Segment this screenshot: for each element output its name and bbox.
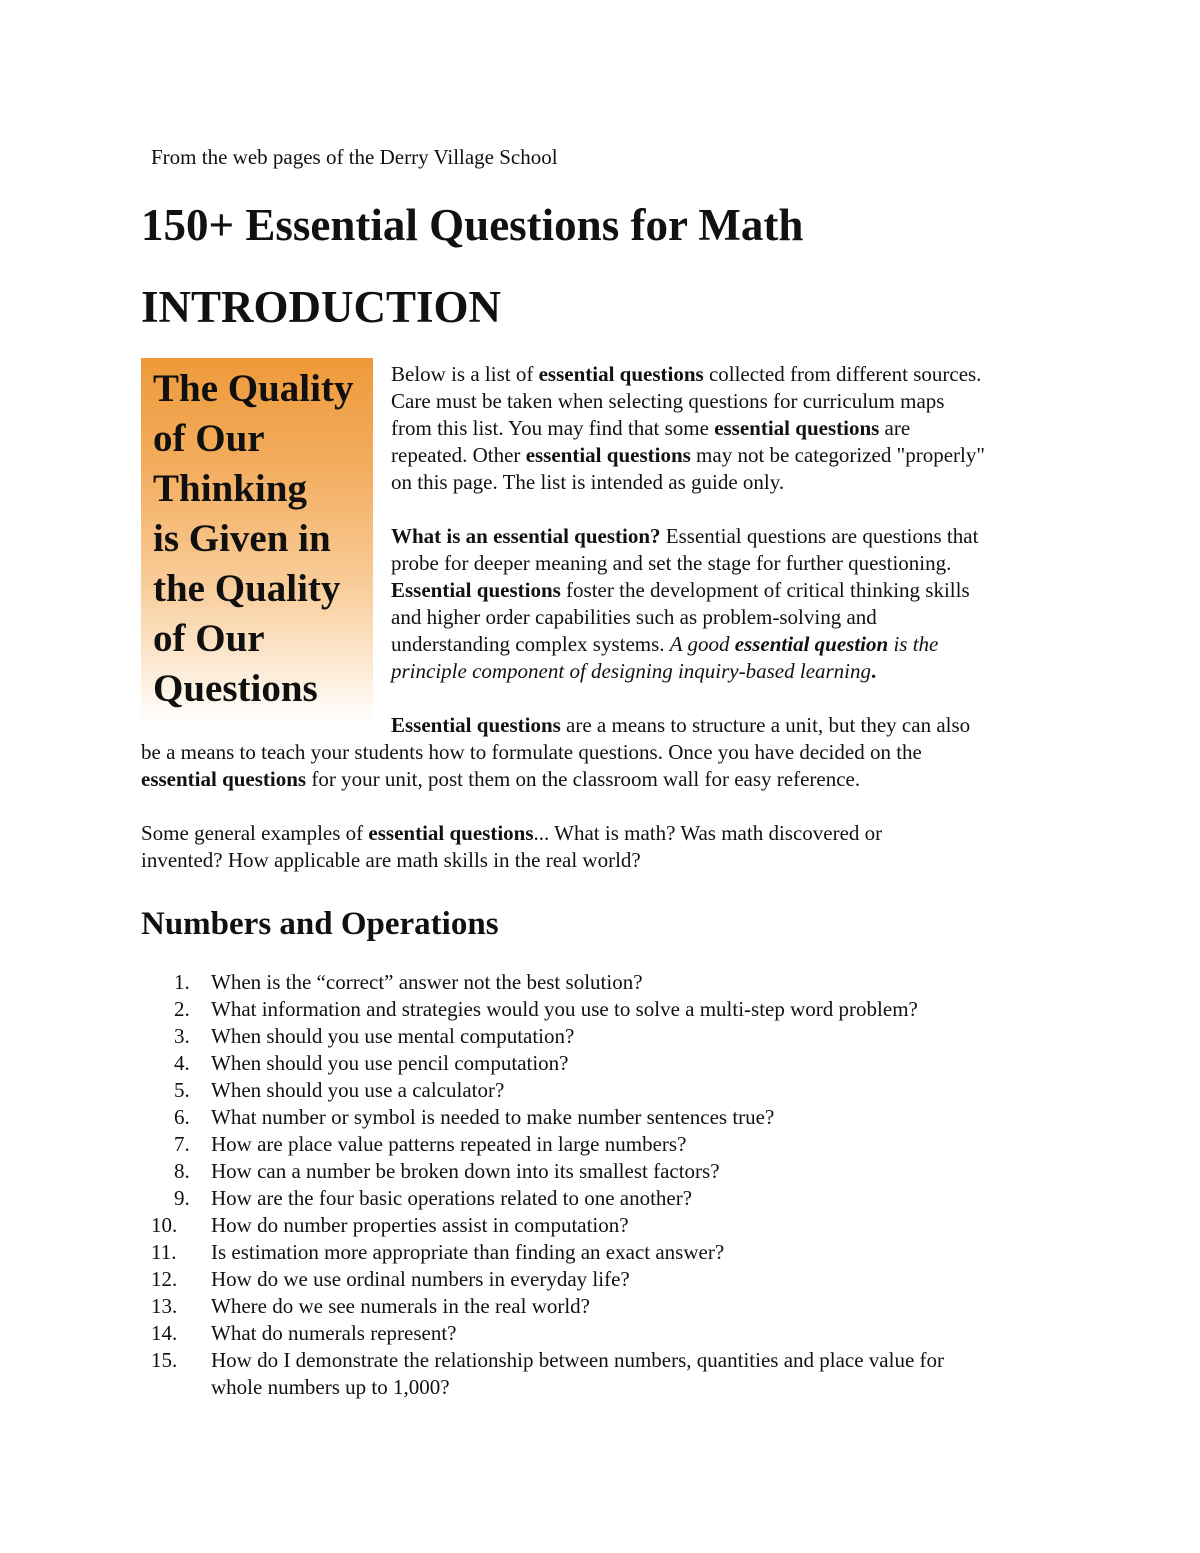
question-text: How are the four basic operations related to one another? [211, 1186, 693, 1210]
list-item [141, 1320, 944, 1347]
quote-line: is Given in [153, 517, 331, 560]
quote-line: of Our [153, 417, 265, 460]
bold-term: essential questions [368, 821, 534, 845]
text-run: understanding complex systems. [391, 632, 670, 656]
text-run: Some general examples of [141, 821, 369, 845]
list-item [141, 1347, 944, 1401]
list-number: 9. [174, 1186, 190, 1210]
quote-image [141, 358, 373, 723]
text-run: for your unit, post them on the classroom wall for easy reference. [306, 767, 861, 791]
text-run: repeated. Other [391, 443, 526, 467]
text-run: from this list. You may find that some [391, 416, 715, 440]
question-text: When is the “correct” answer not the best solution? [211, 970, 643, 994]
question-text: When should you use pencil computation? [211, 1051, 569, 1075]
text-run: . [871, 659, 877, 683]
intro-paragraph-1 [391, 361, 985, 496]
list-item [141, 1104, 944, 1131]
list-item [141, 1185, 944, 1212]
quote-line: of Our [153, 617, 265, 660]
text-run: Essential questions are questions that [660, 524, 979, 548]
list-item [141, 1293, 944, 1320]
list-item [141, 1212, 944, 1239]
quote-line: Thinking [153, 467, 307, 510]
bold-term: Essential questions [391, 713, 561, 737]
question-text: How are place value patterns repeated in large numbers? [211, 1132, 687, 1156]
bold-italic-term: essential question [734, 632, 889, 656]
text-line: invented? How applicable are math skills in the real world? [141, 848, 641, 872]
text-run: are [879, 416, 911, 440]
question-text: Where do we see numerals in the real world? [211, 1294, 591, 1318]
list-number: 6. [174, 1105, 190, 1129]
question-text: Is estimation more appropriate than finding an exact answer? [211, 1240, 725, 1264]
question-text: How can a number be broken down into its smallest factors? [211, 1159, 720, 1183]
list-number: 13. [151, 1294, 178, 1318]
list-number: 4. [174, 1051, 190, 1075]
text-line: probe for deeper meaning and set the stage for further questioning. [391, 551, 952, 575]
list-item [141, 1077, 944, 1104]
question-text: What number or symbol is needed to make number sentences true? [211, 1105, 775, 1129]
bold-term: What is an essential question? [391, 524, 661, 548]
text-run: may not be categorized "properly" [690, 443, 985, 467]
question-text: What do numerals represent? [211, 1321, 457, 1345]
intro-heading: INTRODUCTION [141, 282, 502, 332]
bold-term: essential questions [714, 416, 880, 440]
question-text: How do we use ordinal numbers in everyday life? [211, 1267, 630, 1291]
list-number: 2. [174, 997, 190, 1021]
question-text: How do I demonstrate the relationship between numbers, quantities and place value for [211, 1348, 945, 1372]
list-number: 10. [151, 1213, 178, 1237]
bold-term: essential questions [141, 767, 307, 791]
text-line: and higher order capabilities such as problem-solving and [391, 605, 877, 629]
question-list [141, 969, 944, 1401]
list-number: 15. [151, 1348, 178, 1372]
italic-run: is the [888, 632, 939, 656]
list-item [141, 969, 944, 996]
question-text: How do number properties assist in computation? [211, 1213, 629, 1237]
list-number: 5. [174, 1078, 190, 1102]
quote-line: The Quality [153, 367, 354, 410]
list-number: 12. [151, 1267, 178, 1291]
quote-line: the Quality [153, 567, 341, 610]
bold-term: essential questions [525, 443, 691, 467]
list-item [141, 1131, 944, 1158]
list-number: 14. [151, 1321, 178, 1345]
list-item [141, 1158, 944, 1185]
list-number: 7. [174, 1132, 190, 1156]
list-item [141, 1239, 944, 1266]
question-text: When should you use a calculator? [211, 1078, 505, 1102]
text-run: ... What is math? Was math discovered or [533, 821, 883, 845]
question-text: When should you use mental computation? [211, 1024, 575, 1048]
text-line: on this page. The list is intended as guide only. [391, 470, 785, 494]
list-number: 11. [151, 1240, 177, 1264]
list-number: 3. [174, 1024, 190, 1048]
intro-paragraph-2 [391, 523, 978, 685]
list-item [141, 996, 944, 1023]
intro-paragraph-3 [391, 712, 970, 739]
list-number: 1. [174, 970, 190, 994]
section-heading-numbers-operations: Numbers and Operations [141, 906, 499, 942]
question-text: What information and strategies would you use to solve a multi-step word problem? [211, 997, 918, 1021]
intro-paragraph-4 [141, 820, 882, 874]
text-line: be a means to teach your students how to formulate questions. Once you have decided on the [141, 740, 922, 764]
source-note: From the web pages of the Derry Village School [151, 145, 558, 169]
text-run: are a means to structure a unit, but they can also [560, 713, 971, 737]
italic-run: A good [669, 632, 735, 656]
text-run: Below is a list of [391, 362, 539, 386]
list-number: 8. [174, 1159, 190, 1183]
italic-run: principle component of designing inquiry-based learning [391, 659, 872, 683]
bold-term: Essential questions [391, 578, 561, 602]
list-item [141, 1023, 944, 1050]
text-run: collected from different sources. [703, 362, 982, 386]
quote-line: Questions [153, 667, 318, 710]
text-run: foster the development of critical thinking skills [560, 578, 970, 602]
intro-paragraph-3-continued [141, 739, 922, 793]
bold-term: essential questions [538, 362, 704, 386]
page-title: 150+ Essential Questions for Math [141, 200, 804, 250]
question-text-continued: whole numbers up to 1,000? [211, 1375, 450, 1399]
list-item [141, 1050, 944, 1077]
text-line: Care must be taken when selecting questions for curriculum maps [391, 389, 945, 413]
list-item [141, 1266, 944, 1293]
